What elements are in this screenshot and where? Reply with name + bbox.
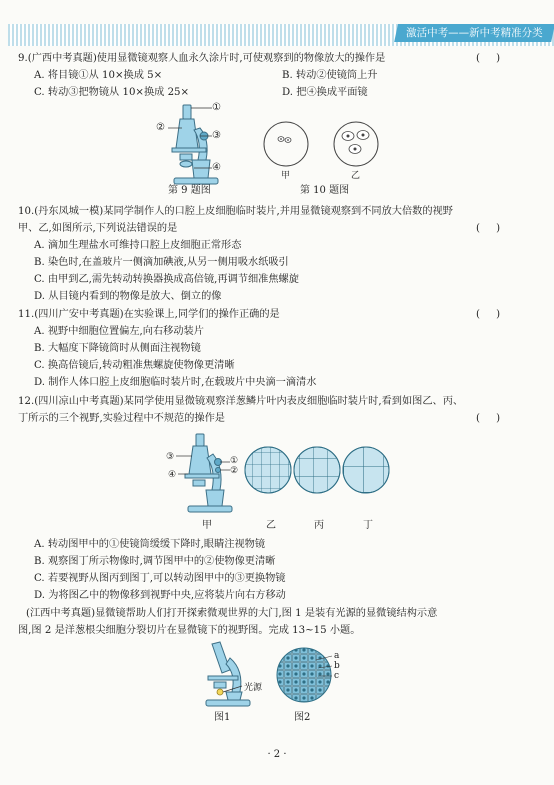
- q9-label-3: ③: [212, 130, 221, 141]
- q9-option-c: C. 转动③把物镜从 10×换成 25×: [34, 87, 190, 98]
- q11-stem: 11.(四川广安中考真题)在实验课上,同学们的操作正确的是: [18, 309, 280, 320]
- q10-answer-paren[interactable]: ( ): [476, 223, 501, 234]
- q10-option-b: B. 染色时,在盖玻片一侧滴加碘液,从另一侧用吸水纸吸引: [34, 257, 289, 268]
- q12-view-fields: [244, 440, 390, 500]
- q11-option-d: D. 制作人体口腔上皮细胞临时装片时,在载玻片中央滴一滴清水: [34, 377, 317, 388]
- q9-figure-caption: 第 9 题图: [168, 185, 211, 196]
- passage-fig1-microscope: [196, 640, 263, 710]
- q11-option-c: C. 换高倍镜后,转动粗准焦螺旋使物像更清晰: [34, 360, 235, 371]
- q12-option-c: C. 若要视野从图丙到图丁,可以转动图甲中的③更换物镜: [34, 573, 286, 584]
- passage-fig2-root-tip: [276, 646, 334, 704]
- q12-option-d: D. 为将图乙中的物像移到视野中央,应将装片向右方移动: [34, 590, 286, 601]
- q9-option-b: B. 转动②使镜筒上升: [282, 70, 378, 81]
- q10-label-jia: 甲: [281, 171, 291, 181]
- q12-panel-jia: 甲: [202, 520, 212, 531]
- q10-stem-line2: 甲、乙,如图所示,下列说法错误的是: [18, 223, 178, 234]
- q12-label-3: ③: [166, 452, 175, 462]
- fig2-caption: 图2: [294, 712, 311, 723]
- q10-option-a: A. 滴加生理盐水可维持口腔上皮细胞正常形态: [34, 240, 242, 251]
- q10-option-c: C. 由甲到乙,需先转动转换器换成高倍镜,再调节细准焦螺旋: [34, 274, 299, 285]
- page-number: · 2 ·: [267, 749, 287, 760]
- fig2-label-a: a: [334, 651, 340, 661]
- q9-label-4: ④: [212, 162, 221, 173]
- q12-label-4: ④: [168, 470, 177, 480]
- q12-label-1: ①: [230, 456, 239, 466]
- fig1-light-source-label: 光源: [244, 683, 263, 693]
- passage-line2: 图,图 2 是洋葱根尖细胞分裂切片在显微镜下的视野图。完成 13~15 小题。: [18, 625, 361, 636]
- q9-option-a: A. 将目镜①从 10×换成 5×: [34, 70, 163, 81]
- q11-answer-paren[interactable]: ( ): [476, 309, 501, 320]
- q12-answer-paren[interactable]: ( ): [476, 413, 501, 424]
- fig1-caption: 图1: [214, 712, 231, 723]
- q12-stem-line1: 12.(四川凉山中考真题)某同学使用显微镜观察洋葱鳞片叶内表皮细胞临时装片时,看到如图乙、丙、: [18, 396, 464, 407]
- q9-option-d: D. 把④换成平面镜: [282, 87, 368, 98]
- q9-label-1: ①: [212, 102, 221, 113]
- fig2-label-c: c: [334, 671, 340, 681]
- q9-label-2: ②: [156, 122, 165, 133]
- q12-panel-bing: 丙: [314, 520, 324, 531]
- q11-option-b: B. 大幅度下降镜筒时从侧面注视物镜: [34, 343, 201, 354]
- q9-answer-paren[interactable]: ( ): [476, 53, 501, 64]
- q10-stem-line1: 10.(丹东凤城一模)某同学制作人的口腔上皮细胞临时装片,并用显微镜观察到不同放大倍数的视野: [18, 206, 453, 217]
- q9-stem: 9.(广西中考真题)使用显微镜观察人血永久涂片时,可使观察到的物像放大的操作是: [18, 53, 386, 64]
- q12-option-a: A. 转动图甲中的①使镜筒缓缓下降时,眼睛注视物镜: [34, 539, 266, 550]
- q10-label-yi: 乙: [351, 171, 361, 181]
- q10-views-figure: [262, 118, 392, 176]
- header-tag: 激活中考——新中考精准分类: [394, 24, 554, 42]
- q12-label-2: ②: [230, 466, 239, 476]
- passage-line1: (江西中考真题)显微镜帮助人们打开探索微观世界的大门,图 1 是装有光源的显微镜结构示意: [26, 608, 438, 619]
- q10-option-d: D. 从目镜内看到的物像是放大、倒立的像: [34, 291, 222, 302]
- q11-option-a: A. 视野中细胞位置偏左,向右移动装片: [34, 326, 204, 337]
- q12-stem-line2: 丁所示的三个视野,实验过程中不规范的操作是: [18, 413, 225, 424]
- fig2-label-b: b: [334, 661, 340, 671]
- q12-panel-ding: 丁: [363, 520, 373, 531]
- q12-option-b: B. 观察图丁所示物像时,调节图甲中的②使物像更清晰: [34, 556, 276, 567]
- q12-panel-yi: 乙: [266, 520, 276, 531]
- q10-figure-caption: 第 10 题图: [300, 185, 350, 196]
